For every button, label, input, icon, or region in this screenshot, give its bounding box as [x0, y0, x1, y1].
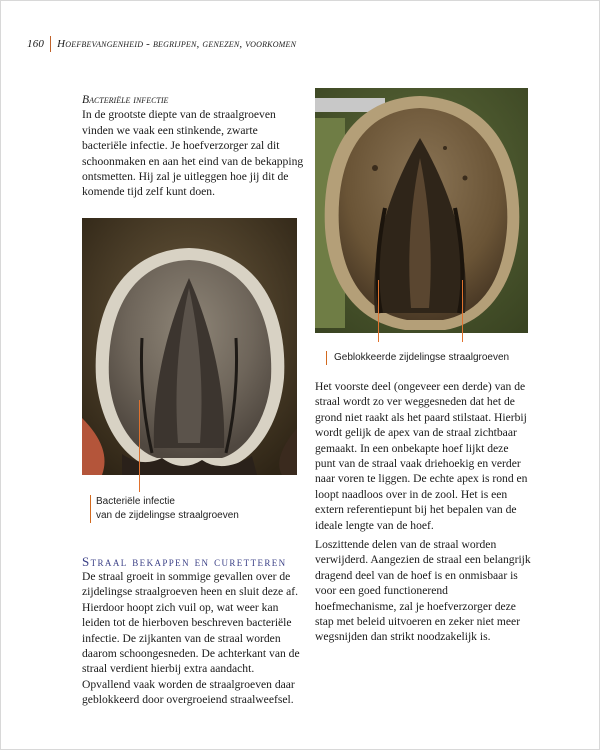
right-hoof-photo: [315, 88, 528, 333]
header-divider: [50, 36, 51, 52]
section-paragraph: De straal groeit in sommige gevallen over de zijdelingse straalgroeven heen en sluit deze af. Hierdoor hoopt zich vuil op, wat weer kan leiden tot de hierboven beschreven bacteriële infectie. De zijkanten van de straal worden daarom schoongesneden. De achterkant van de straal verdient hierbij extra aandacht. Opvallend vaak worden de straalgroeven daar geblokkeerd door overgroeiend straalweefsel.: [82, 570, 300, 707]
left-photo-caption: [96, 495, 296, 522]
left-photo-pointer-line: [139, 400, 140, 492]
section-heading: Straal bekappen en curetteren: [82, 554, 287, 569]
right-photo-pointer-right: [462, 280, 463, 342]
left-top-text: [82, 92, 304, 200]
left-hoof-photo: [82, 218, 297, 475]
book-title: Hoefbevangenheid - begrijpen, genezen, voorkomen: [57, 38, 297, 50]
right-photo-caption: [334, 351, 534, 365]
right-caption-accent-rule: [326, 351, 327, 365]
right-paragraph-1: Het voorste deel (ongeveer een derde) van de straal wordt zo ver weggesneden dat het de grond niet raakt als het paard stilstaat. Hierbij wordt gelijk de apex van de straal zichtbaar gemaakt. In een onbekapte hoef lijkt deze punt van de straal vaak driehoekig en verder naar voren te liggen. De echte apex is rond en loopt naadloos over in de zool. Het is een extern referentiepunt bij het bepalen van de ideale lengte van de hoef.: [315, 380, 528, 532]
right-paragraph-2: Loszittende delen van de straal worden verwijderd. Aangezien de straal een belangrijk dragend deel van de hoef is en onmisbaar is voor een goed functionerend hoefmechanisme, zal je hoefverzorger deze stap met beleid uitvoeren en zeker niet meer wegsnijden dan strikt noodzakelijk is.: [315, 538, 531, 644]
left-caption-line2: van de zijdelingse straalgroeven: [96, 509, 239, 521]
right-caption-text: Geblokkeerde zijdelingse straalgroeven: [334, 352, 510, 363]
paragraph-bacterial-infection: In de grootste diepte van de straalgroeven vinden we vaak een stinkende, zwarte bacteriële infectie. Je hoefverzorger zal dit schoonmaken en aan het eind van de bekapping ontsmetten. Hij zal je uitleggen hoe jij dit de komende tijd zelf kunt doen.: [82, 108, 304, 199]
left-caption-line1: Bacteriële infectie: [96, 496, 175, 507]
right-photo-pointer-left: [378, 280, 379, 342]
subheading-bacterial-infection: Bacteriële infectie: [82, 93, 169, 106]
caption-accent-rule: [90, 495, 91, 523]
page-number: 160: [27, 38, 45, 50]
running-header: [27, 36, 296, 52]
